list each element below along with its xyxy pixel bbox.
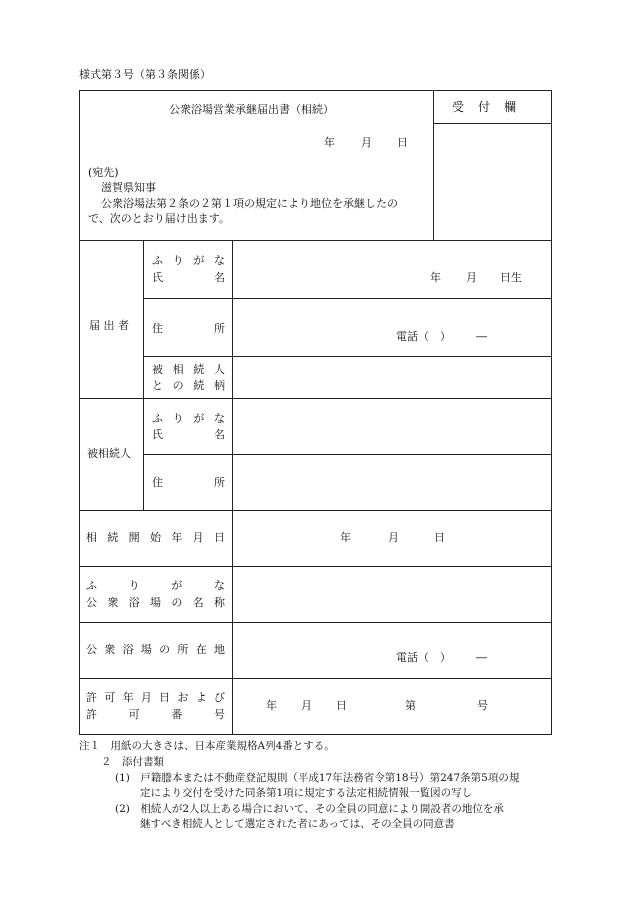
- relation-label-bottom: と の 続 柄: [152, 379, 225, 392]
- reception-label: 受 付 欄: [452, 100, 518, 114]
- notifier-name-field[interactable]: [233, 241, 551, 298]
- note-2-2-line2: 継すべき相続人として選定された者にあっては、その全員の同意書: [140, 818, 455, 830]
- facility-location-label: 公 衆 浴 場 の 所 在 地: [86, 643, 225, 656]
- note-2-1-line1: (1) 戸籍謄本または不動産登記規則（平成17年法務省令第18号）第247条第5項の規: [115, 772, 520, 784]
- notifier-furigana-label: ふ り が な: [152, 254, 225, 267]
- notifier-address-field[interactable]: [233, 299, 551, 356]
- permit-no-suffix: 号: [477, 699, 488, 712]
- addressee: 滋賀県知事: [101, 181, 156, 194]
- birth-month: 月: [466, 271, 477, 284]
- inheritance-year: 年: [340, 531, 351, 544]
- date-month: 月: [361, 136, 372, 149]
- notifier-label: 届 出 者: [89, 319, 129, 332]
- statement-line2: で、次のとおり届け出ます。: [88, 212, 230, 225]
- notifier-phone-label: 電話（ ）: [396, 330, 451, 343]
- facility-name-field[interactable]: [233, 567, 551, 622]
- permit-label-top: 許 可 年 月 日 お よ び: [86, 691, 225, 704]
- notifier-name-label: 氏 名: [152, 271, 225, 284]
- notifier-address-label: 住 所: [152, 322, 225, 335]
- deceased-address-field[interactable]: [233, 455, 551, 510]
- inheritance-day: 日: [434, 531, 445, 544]
- birth-year: 年: [430, 271, 441, 284]
- date-day: 日: [397, 136, 408, 149]
- facility-location-field[interactable]: [233, 623, 551, 678]
- note-2-2-line1: (2) 相続人が2人以上ある場合において、その全員の同意により開設者の地位を承: [115, 803, 504, 815]
- relation-field[interactable]: [233, 357, 551, 398]
- deceased-name-field[interactable]: [233, 399, 551, 454]
- deceased-address-label: 住 所: [152, 476, 225, 489]
- statement-line1: 公衆浴場法第２条の２第１項の規定により地位を承継したの: [101, 197, 398, 210]
- facility-phone-label: 電話（ ）: [396, 651, 451, 664]
- permit-field[interactable]: [233, 679, 551, 734]
- facility-phone-dash: ―: [476, 651, 487, 664]
- permit-no-prefix: 第: [405, 699, 416, 712]
- facility-name-label: 公 衆 浴 場 の 名 称: [86, 596, 225, 609]
- deceased-furigana-label: ふ り が な: [152, 412, 225, 425]
- permit-month: 月: [301, 699, 312, 712]
- date-year: 年: [324, 136, 335, 149]
- addressee-label: (宛先): [88, 166, 119, 179]
- relation-label-top: 被 相 続 人: [152, 363, 225, 376]
- facility-furigana-label: ふ り が な: [86, 579, 225, 592]
- notifier-phone-dash: ―: [476, 330, 487, 343]
- note-2: ２ 添付書類: [101, 756, 164, 768]
- deceased-name-label: 氏 名: [152, 428, 225, 441]
- inheritance-start-label: 相 続 開 始 年 月 日: [86, 531, 225, 544]
- birth-day: 日生: [500, 271, 522, 284]
- note-2-1-line2: 定により交付を受けた同条第1項に規定する法定相続情報一覧図の写し: [140, 787, 473, 799]
- permit-day: 日: [336, 699, 347, 712]
- deceased-label: 被相続人: [87, 447, 131, 460]
- permit-label-bottom: 許 可 番 号: [86, 708, 225, 721]
- form-number: 様式第３号（第３条関係）: [79, 68, 211, 81]
- reception-box: [434, 124, 551, 240]
- inheritance-month: 月: [388, 531, 399, 544]
- form-title: 公衆浴場営業承継届出書（相続）: [169, 103, 334, 116]
- note-1: 注１ 用紙の大きさは、日本産業規格A列4番とする。: [79, 740, 335, 752]
- permit-year: 年: [266, 699, 277, 712]
